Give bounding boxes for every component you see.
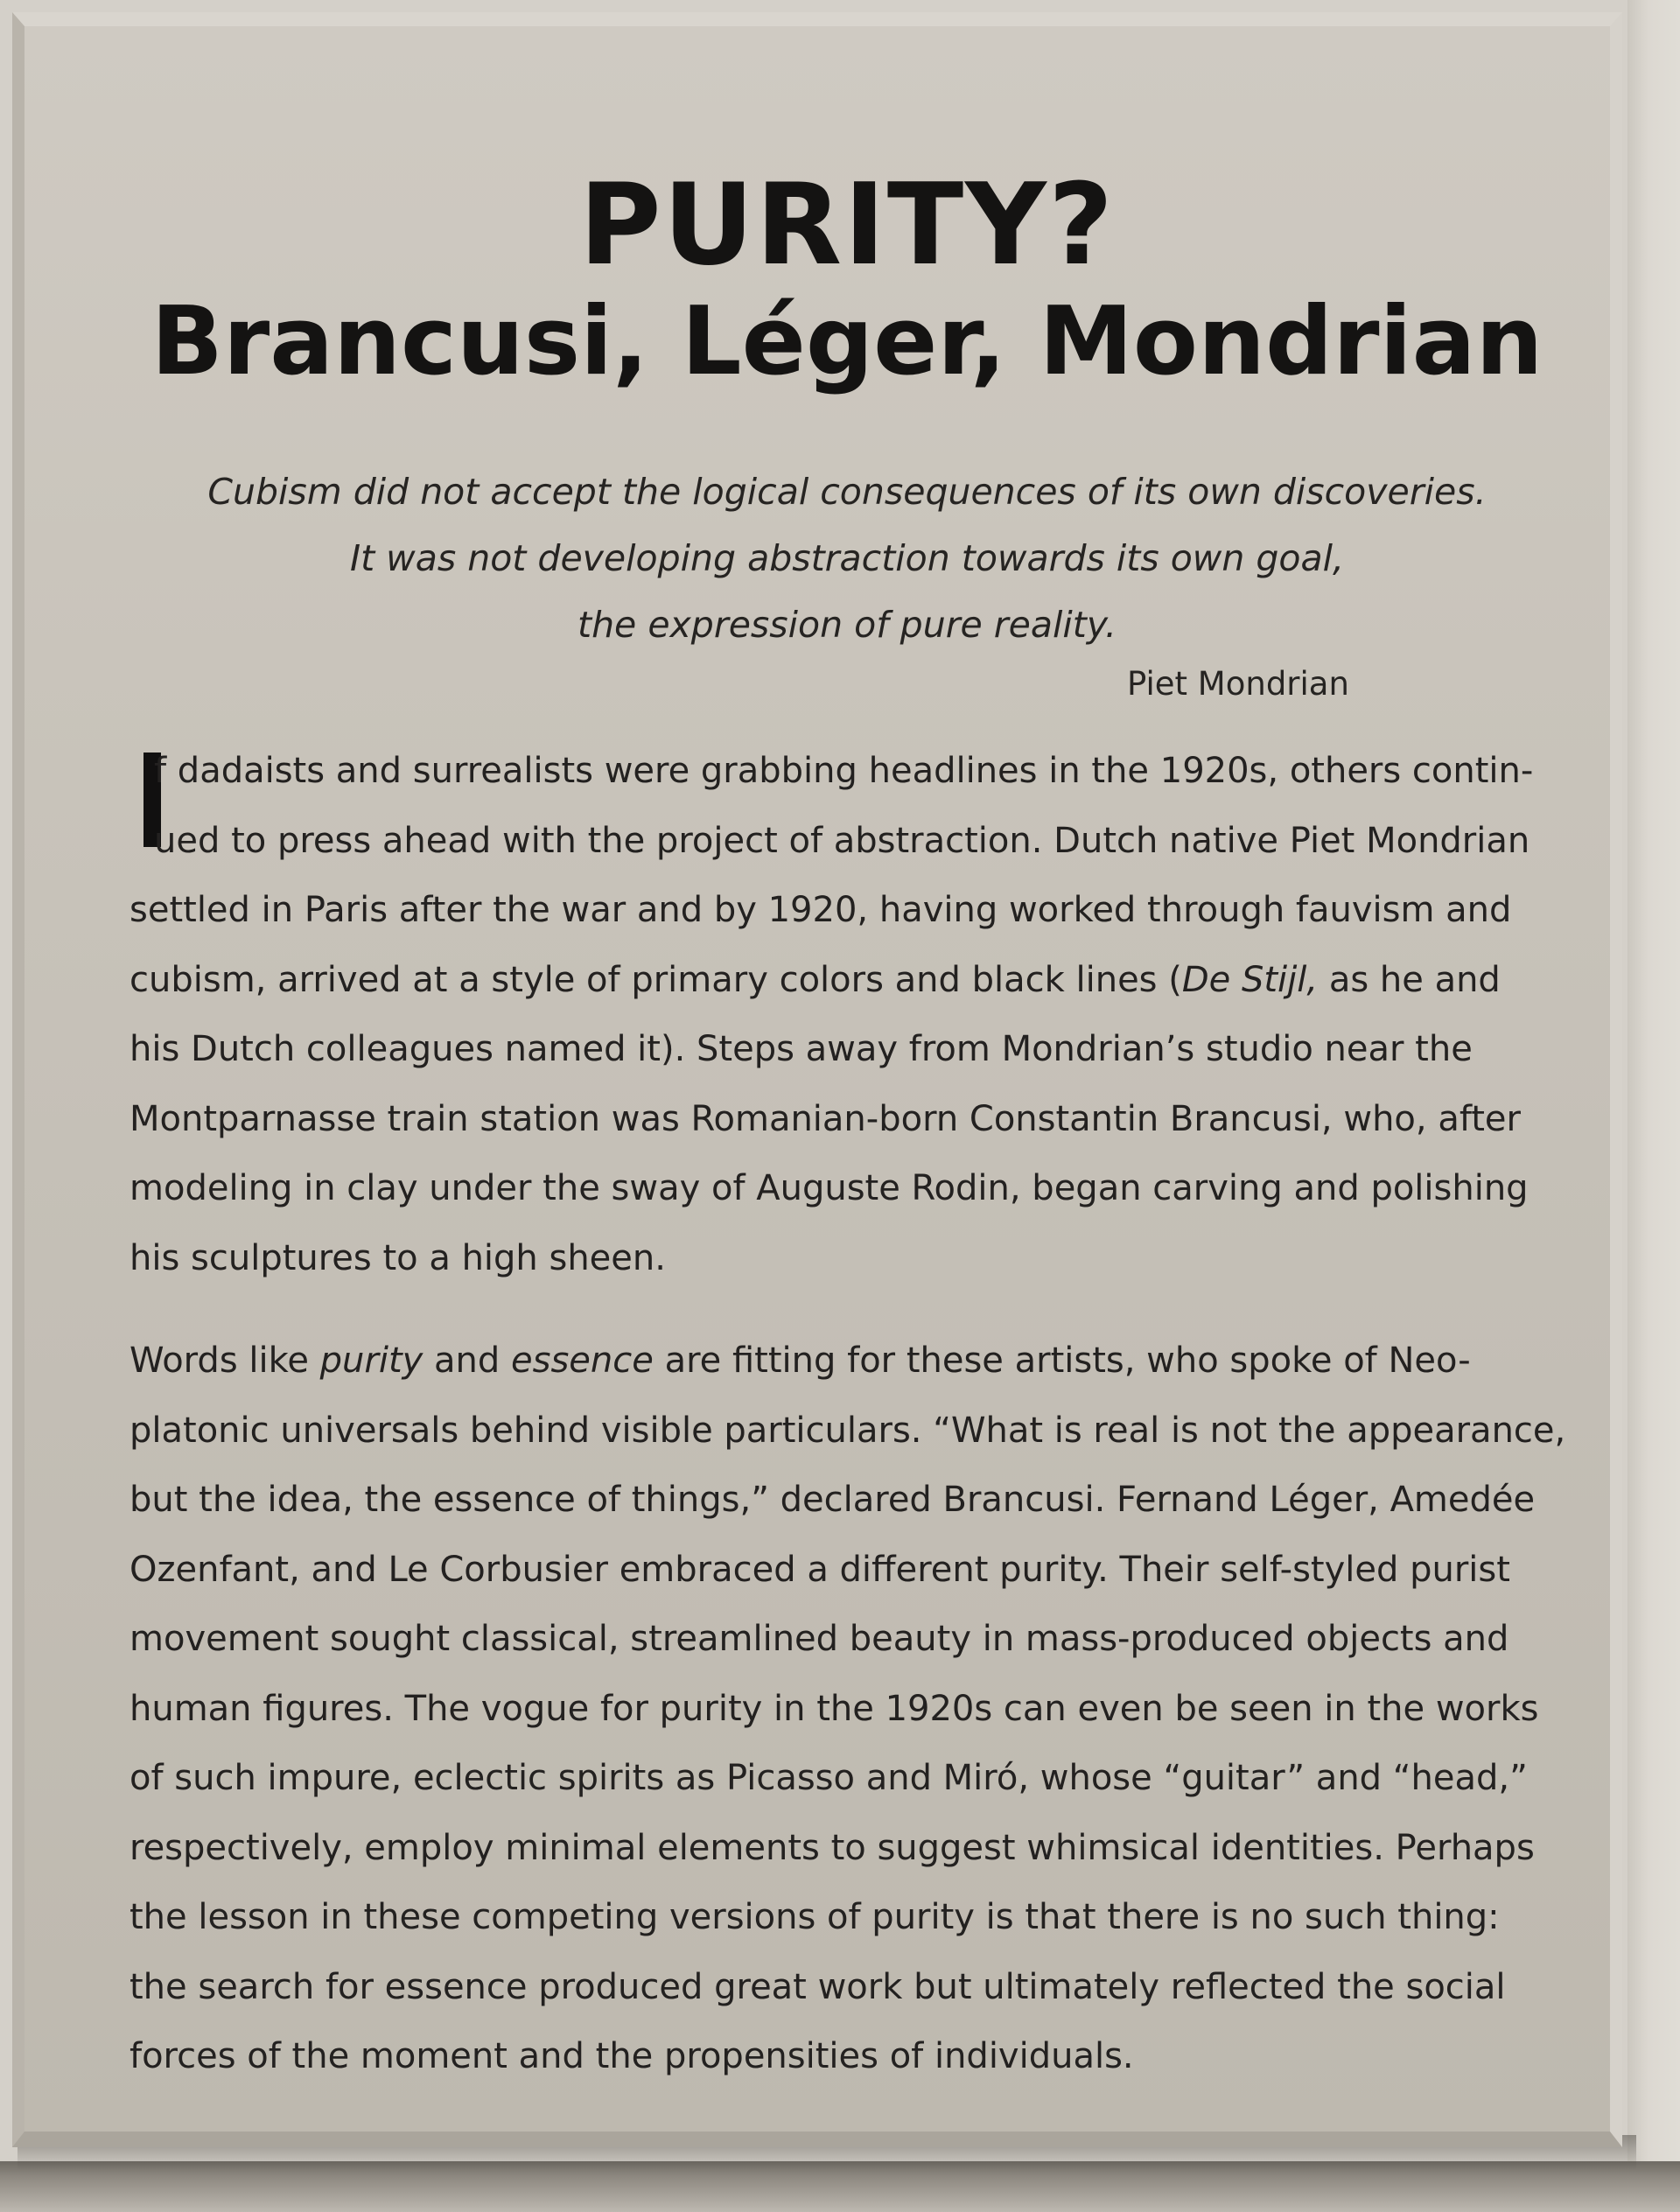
line-segment: Words like	[130, 1340, 320, 1381]
body-paragraph-1	[130, 737, 1564, 1293]
paragraph-line: the lesson in these competing versions of purity is that there is no such thing:	[130, 1897, 1500, 1937]
wall-background	[1628, 0, 1680, 2212]
sign-subtitle: Brancusi, Léger, Mondrian	[150, 287, 1544, 396]
museum-wall-sign	[12, 12, 1622, 2147]
paragraph-line: of such impure, eclectic spirits as Picasso and Miró, whose “guitar” and “head,”	[130, 1758, 1528, 1798]
paragraph-line: modeling in clay under the sway of Auguste Rodin, began carving and polishing	[130, 1168, 1529, 1208]
quote-line: Cubism did not accept the logical consequences of its own discoveries.	[207, 471, 1487, 513]
paragraph-line: ued to press ahead with the project of abstraction. Dutch native Piet Mondrian	[154, 820, 1530, 861]
paragraph-line: platonic universals behind visible particulars. “What is real is not the appearance,	[130, 1410, 1566, 1451]
quote-line: It was not developing abstraction towards its own goal,	[349, 537, 1345, 579]
paragraph-line: Ozenfant, and Le Corbusier embraced a different purity. Their self-styled purist	[130, 1549, 1510, 1590]
paragraph-line	[130, 946, 1564, 1016]
line-segment: are fitting for these artists, who spoke of Neo-	[653, 1340, 1471, 1381]
line-segment: as he and	[1318, 959, 1501, 1000]
paragraph-line: his Dutch colleagues named it). Steps away from Mondrian’s studio near the	[130, 1029, 1473, 1069]
paragraph-line: movement sought classical, streamlined beauty in mass-produced objects and	[130, 1619, 1509, 1659]
italic-term-de-stijl: De Stijl,	[1181, 959, 1319, 1000]
line-segment: and	[423, 1340, 511, 1381]
sign-title: PURITY?	[578, 160, 1116, 290]
paragraph-line: his sculptures to a high sheen.	[130, 1237, 666, 1278]
paragraph-line: settled in Paris after the war and by 1920, having worked through fauvism and	[130, 890, 1512, 930]
paragraph-line: respectively, employ minimal elements to suggest whimsical identities. Perhaps	[130, 1827, 1535, 1868]
paragraph-line: Montparnasse train station was Romanian-born Constantin Brancusi, who, after	[130, 1098, 1521, 1139]
epigraph-quote	[130, 458, 1564, 658]
quote-attribution: Piet Mondrian	[1127, 665, 1349, 703]
paragraph-line: forces of the moment and the propensities of individuals.	[130, 2036, 1134, 2076]
paragraph-line: f dadaists and surrealists were grabbing headlines in the 1920s, others contin-	[154, 751, 1534, 791]
paragraph-line: the search for essence produced great work but ultimately reflected the social	[130, 1966, 1506, 2007]
line-segment: cubism, arrived at a style of primary colors and black lines (	[130, 959, 1182, 1000]
italic-term-purity: purity	[319, 1340, 424, 1381]
body-paragraph-2	[130, 1326, 1564, 2092]
paragraph-line: but the idea, the essence of things,” declared Brancusi. Fernand Léger, Amedée	[130, 1480, 1536, 1520]
paragraph-line: human figures. The vogue for purity in the 1920s can even be seen in the works	[130, 1688, 1539, 1729]
paragraph-line	[130, 1326, 1564, 1396]
italic-term-essence: essence	[511, 1340, 654, 1381]
quote-line: the expression of pure reality.	[578, 604, 1116, 646]
